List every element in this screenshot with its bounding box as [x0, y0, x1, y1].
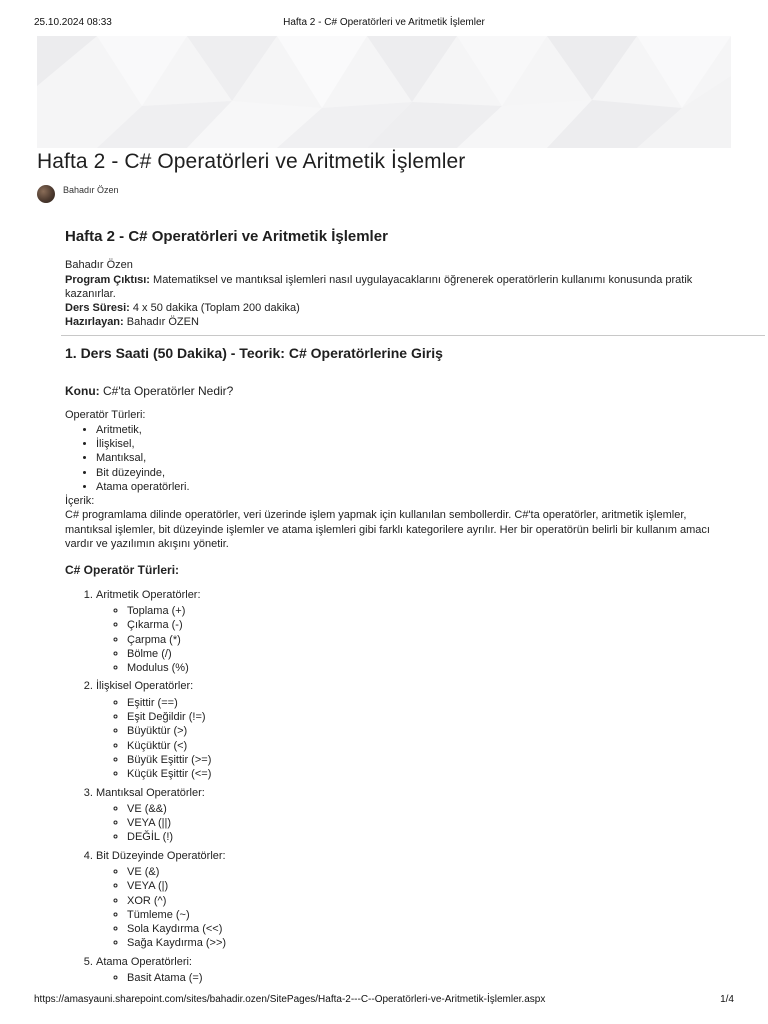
program-output	[65, 273, 710, 302]
print-footer	[34, 994, 734, 1008]
article-heading: Hafta 2 - C# Operatörleri ve Aritmetik İşlemler	[65, 228, 388, 245]
list-item: ◦ Basit Atama (=)	[127, 971, 710, 985]
operator-types-list	[65, 423, 710, 494]
list-item: ◦ Çarpma (*)	[127, 633, 710, 647]
operator-categories	[65, 588, 710, 986]
print-header	[34, 17, 734, 31]
category-items	[96, 604, 710, 675]
list-item: ◦ Çıkarma (-)	[127, 618, 710, 632]
list-item: ◦ VE (&)	[127, 865, 710, 879]
list-item: ◦ XOR (^)	[127, 894, 710, 908]
category-logical	[96, 786, 710, 845]
category-assignment	[96, 955, 710, 986]
print-datetime: 25.10.2024 08:33	[34, 17, 112, 28]
topic-line	[65, 384, 710, 398]
list-item: • Mantıksal,	[96, 451, 710, 465]
list-item: • Aritmetik,	[96, 423, 710, 437]
category-items	[96, 696, 710, 782]
list-item: ◦ Tümleme (~)	[127, 908, 710, 922]
prepared-by	[65, 315, 710, 329]
content-paragraph: C# programlama dilinde operatörler, veri üzerinde işlem yapmak için kullanılan sembollerdir. C#'ta operatörler, aritmetik işlemler, mantıksal işlemler, bit düzeyinde işlemler ve atama işlemleri gibi farklı kategorilere ayrılır. Her bir operatörün belirli bir kullanım amacı vardır ve yazılımın akışını yönetir.	[65, 509, 710, 551]
author-line: Bahadır Özen	[65, 259, 133, 272]
category-title: Bit Düzeyinde Operatörler:	[96, 849, 226, 862]
list-item: • Bit düzeyinde,	[96, 466, 710, 480]
prepared-by-value: Bahadır ÖZEN	[123, 316, 199, 329]
list-item: ◦ DEĞİL (!)	[127, 830, 710, 844]
article-content	[65, 230, 710, 989]
category-items	[96, 802, 710, 845]
page-title: Hafta 2 - C# Operatörleri ve Aritmetik İşlemler	[37, 150, 466, 173]
list-item: ◦ Sola Kaydırma (<<)	[127, 922, 710, 936]
list-item: ◦ Büyük Eşittir (>=)	[127, 753, 710, 767]
category-items	[96, 971, 710, 985]
divider	[61, 335, 765, 336]
list-item: ◦ Eşittir (==)	[127, 696, 710, 710]
list-item: ◦ VEYA (|)	[127, 879, 710, 893]
lesson-duration-label: Ders Süresi:	[65, 302, 130, 315]
list-item: ◦ Büyüktür (>)	[127, 724, 710, 738]
lesson-duration-value: 4 x 50 dakika (Toplam 200 dakika)	[129, 302, 300, 315]
list-item: ◦ Eşit Değildir (!=)	[127, 710, 710, 724]
topic-label: Konu:	[65, 384, 100, 399]
list-item: ◦ Toplama (+)	[127, 604, 710, 618]
list-item: • İlişkisel,	[96, 437, 710, 451]
list-item: ◦ VEYA (||)	[127, 816, 710, 830]
page-indicator: 1/4	[720, 994, 734, 1005]
print-url: https://amasyauni.sharepoint.com/sites/bahadir.ozen/SitePages/Hafta-2---C--Operatörleri-ve-Aritmetik-İşlemler.aspx	[34, 994, 546, 1005]
list-item: ◦ Küçük Eşittir (<=)	[127, 767, 710, 781]
content-label: İçerik:	[65, 495, 95, 508]
category-items	[96, 865, 710, 951]
avatar[interactable]	[37, 185, 55, 203]
list-item: • Atama operatörleri.	[96, 480, 710, 494]
article-meta	[65, 258, 710, 329]
section-1-title: 1. Ders Saati (50 Dakika) - Teorik: C# Operatörlerine Giriş	[65, 344, 443, 361]
category-relational	[96, 679, 710, 781]
lesson-duration	[65, 301, 710, 315]
header-banner-image	[37, 36, 731, 148]
category-title: Aritmetik Operatörler:	[96, 588, 201, 601]
prepared-by-label: Hazırlayan:	[65, 316, 124, 329]
list-item: ◦ Küçüktür (<)	[127, 739, 710, 753]
list-item: ◦ Modulus (%)	[127, 661, 710, 675]
program-output-label: Program Çıktısı:	[65, 273, 150, 286]
list-item: ◦ VE (&&)	[127, 802, 710, 816]
category-title: Atama Operatörleri:	[96, 955, 192, 968]
topic-value: C#'ta Operatörler Nedir?	[99, 384, 234, 399]
list-item: ◦ Sağa Kaydırma (>>)	[127, 936, 710, 950]
category-title: Mantıksal Operatörler:	[96, 786, 205, 799]
category-arithmetic	[96, 588, 710, 676]
list-item: ◦ Bölme (/)	[127, 647, 710, 661]
program-output-value: Matematiksel ve mantıksal işlemleri nasıl uygulayacaklarını öğrenerek operatörlerin kullanımı konusunda pratik kazanırlar.	[65, 273, 693, 300]
print-doc-title: Hafta 2 - C# Operatörleri ve Aritmetik İşlemler	[283, 17, 485, 28]
category-title: İlişkisel Operatörler:	[96, 680, 194, 693]
category-bitwise	[96, 849, 710, 951]
author-name[interactable]: Bahadır Özen	[63, 185, 119, 195]
operator-types-heading: C# Operatör Türleri:	[65, 563, 180, 578]
operator-types-intro: Operatör Türleri:	[65, 409, 146, 422]
